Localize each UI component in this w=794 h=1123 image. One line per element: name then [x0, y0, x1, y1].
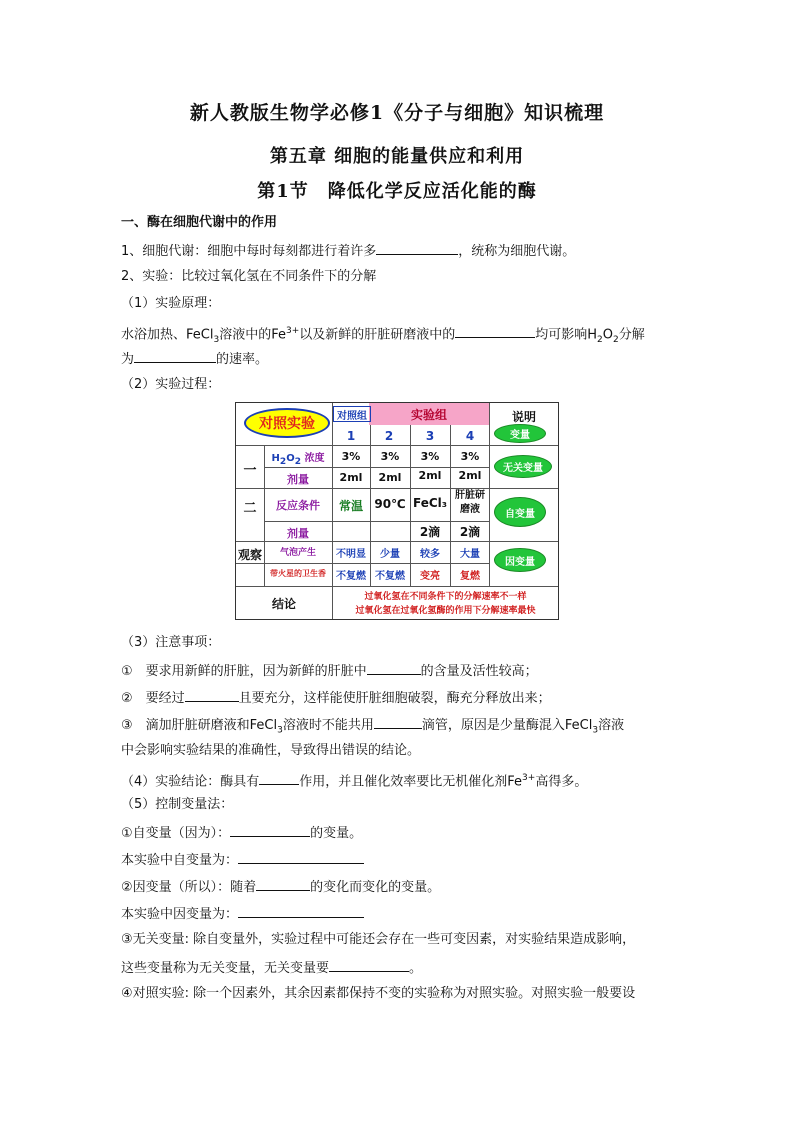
blank-field	[367, 661, 421, 675]
blank-field	[185, 688, 239, 702]
paragraph-16: ②因变量（所以）：随着 的变化而变化的变量。	[121, 877, 440, 897]
blank-field	[259, 771, 299, 785]
blank-field	[238, 850, 364, 864]
paragraph-13: （5）控制变量法：	[121, 797, 234, 812]
row-number: 二	[243, 501, 257, 516]
independent-variable-oval: 自变量	[494, 497, 546, 527]
explain-label: 说明	[511, 410, 536, 424]
splint-value: 不复燃	[336, 571, 366, 582]
blank-field	[329, 958, 409, 972]
grid-line	[236, 563, 489, 564]
condition-value: 肝脏研磨液	[455, 490, 485, 515]
conclusion-label: 结论	[271, 597, 296, 611]
paragraph-8: ① 要求用新鲜的肝脏，因为新鲜的肝脏中 的含量及活性较高；	[121, 661, 538, 681]
chapter-title: 第五章 细胞的能量供应和利用	[269, 146, 525, 167]
condition-label: 反应条件	[276, 499, 320, 512]
grid-line	[264, 467, 489, 468]
paragraph-10: ③ 滴加肝脏研磨液和FeCl$_3$溶液时不能共用 滴管，原因是少量酶混入FeCl$_3$溶液	[121, 715, 624, 740]
condition-value: FeCl₃	[412, 496, 448, 510]
col-num: 3	[425, 429, 435, 443]
paragraph-6: （2）实验过程：	[121, 377, 221, 392]
dose-value: 2ml	[378, 471, 402, 484]
section-title: 第1节 降低化学反应活化能的酶	[257, 181, 537, 202]
bubble-value: 少量	[380, 549, 400, 560]
blank-field	[134, 349, 216, 363]
grid-line	[236, 541, 558, 542]
paragraph-11: 中会影响实验结果的准确性，导致得出错误的结论。	[121, 743, 421, 758]
col-num: 4	[465, 429, 475, 443]
bubble-value: 较多	[420, 549, 440, 560]
paragraph-20: ④对照实验: 除一个因素外，其余因素都保持不变的实验称为对照实验。对照实验一般要设	[121, 986, 636, 1001]
bubble-value: 大量	[460, 549, 480, 560]
document-title: 新人教版生物学必修1《分子与细胞》知识梳理	[189, 102, 605, 124]
splint-value: 复燃	[460, 571, 480, 582]
paragraph-1: 1、细胞代谢：细胞中每时每刻都进行着许多 ，统称为细胞代谢。	[121, 241, 575, 261]
paragraph-18: ③无关变量: 除自变量外，实验过程中可能还会存在一些可变因素，对实验结果造成影响，	[121, 932, 636, 947]
paragraph-5: 为 的速率。	[121, 349, 268, 369]
blank-field	[376, 241, 458, 255]
condition-value: 90℃	[374, 497, 406, 511]
grid-line	[236, 445, 558, 446]
condition-value: 常温	[338, 499, 363, 513]
grid-line	[236, 586, 558, 587]
col-num: 1	[346, 429, 356, 443]
col-num: 2	[384, 429, 394, 443]
irrelevant-variable-oval: 无关变量	[494, 455, 552, 478]
conclusion-line-1: 过氧化氢在不同条件下的分解速率不一样	[364, 592, 527, 602]
grid-line	[236, 488, 558, 489]
paragraph-19: 这些变量称为无关变量，无关变量要 。	[121, 958, 422, 978]
section-heading: 一、酶在细胞代谢中的作用	[121, 215, 278, 230]
paragraph-15: 本实验中自变量为：	[121, 850, 364, 870]
h2o2-conc-label: $H_2O_2$ 浓度	[271, 453, 325, 467]
blank-field	[374, 715, 422, 729]
conc-value: 3%	[341, 450, 361, 463]
grid-line	[264, 445, 265, 586]
grid-line	[264, 521, 489, 522]
blank-field	[256, 877, 310, 891]
paragraph-4: 水浴加热、FeCl$_3$溶液中的$Fe^{3+}$以及新鲜的肝脏研磨液中的 均可影响$H_2O_2$分解	[121, 326, 645, 345]
control-group-label: 对照组	[333, 406, 371, 422]
bubble-label: 气泡产生	[279, 548, 316, 558]
conc-value: 3%	[420, 450, 440, 463]
variable-oval: 变量	[494, 424, 546, 443]
grid-line	[489, 403, 490, 586]
drop-value: 2滴	[419, 525, 441, 539]
control-experiment-oval: 对照实验	[244, 408, 330, 438]
paragraph-17: 本实验中因变量为：	[121, 904, 364, 924]
splint-value: 变亮	[420, 571, 440, 582]
blank-field	[230, 823, 310, 837]
blank-field	[455, 324, 535, 338]
bubble-value: 不明显	[336, 549, 366, 560]
splint-label: 带火星的卫生香	[270, 569, 326, 578]
experiment-table	[235, 402, 559, 620]
conclusion-line-2: 过氧化氢在过氧化氢酶的作用下分解速率最快	[355, 606, 536, 616]
exp-group-label: 实验组	[410, 408, 447, 422]
dose-value: 2ml	[458, 469, 482, 482]
blank-field	[238, 904, 364, 918]
drop-value: 2滴	[459, 525, 481, 539]
paragraph-9: ② 要经过 且要充分，这样能使肝脏细胞破裂，酶充分释放出来；	[121, 688, 551, 708]
paragraph-2: 2、实验：比较过氧化氢在不同条件下的分解	[121, 269, 377, 284]
observe-label: 观察	[238, 548, 263, 562]
dependent-variable-oval: 因变量	[494, 548, 546, 572]
paragraph-3: （1）实验原理：	[121, 296, 221, 311]
row-number: 一	[243, 463, 257, 478]
conc-value: 3%	[460, 450, 480, 463]
dose-value: 2ml	[418, 469, 442, 482]
paragraph-12: （4）实验结论：酶具有 作用，并且催化效率要比无机催化剂$Fe^{3+}$高得多。	[121, 773, 588, 790]
dose-label: 剂量	[287, 473, 309, 486]
splint-value: 不复燃	[375, 571, 405, 582]
conc-value: 3%	[380, 450, 400, 463]
dose-value: 2ml	[339, 471, 363, 484]
dose-label: 剂量	[287, 527, 309, 540]
paragraph-14: ①自变量（因为）： 的变量。	[121, 823, 362, 843]
paragraph-7: （3）注意事项：	[121, 635, 221, 650]
